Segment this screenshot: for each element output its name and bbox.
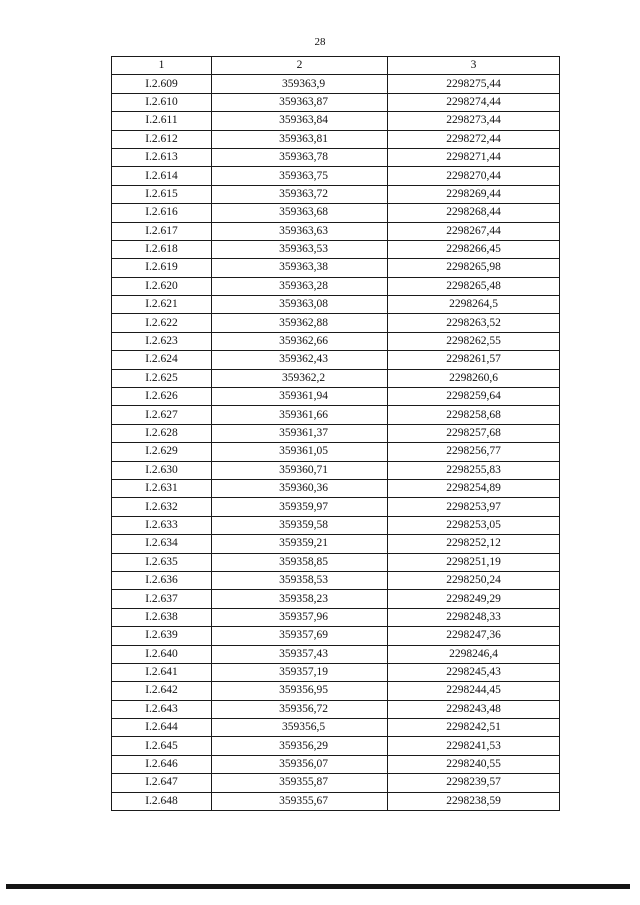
table-row bbox=[112, 608, 560, 626]
x-coordinate-cell: 359359,21 bbox=[212, 535, 388, 553]
point-id-cell: I.2.648 bbox=[112, 792, 212, 810]
x-coordinate-cell: 359357,19 bbox=[212, 663, 388, 681]
y-coordinate-cell: 2298246,4 bbox=[388, 645, 560, 663]
y-coordinate-cell: 2298260,6 bbox=[388, 369, 560, 387]
point-id-cell: I.2.619 bbox=[112, 259, 212, 277]
y-coordinate-cell: 2298268,44 bbox=[388, 204, 560, 222]
y-coordinate-cell: 2298267,44 bbox=[388, 222, 560, 240]
table-row bbox=[112, 424, 560, 442]
y-coordinate-cell: 2298257,68 bbox=[388, 424, 560, 442]
point-id-cell: I.2.627 bbox=[112, 406, 212, 424]
x-coordinate-cell: 359355,87 bbox=[212, 774, 388, 792]
y-coordinate-cell: 2298241,53 bbox=[388, 737, 560, 755]
x-coordinate-cell: 359362,66 bbox=[212, 332, 388, 350]
point-id-cell: I.2.614 bbox=[112, 167, 212, 185]
x-coordinate-cell: 359358,85 bbox=[212, 553, 388, 571]
point-id-cell: I.2.637 bbox=[112, 590, 212, 608]
y-coordinate-cell: 2298263,52 bbox=[388, 314, 560, 332]
y-coordinate-cell: 2298253,97 bbox=[388, 498, 560, 516]
x-coordinate-cell: 359363,9 bbox=[212, 75, 388, 93]
point-id-cell: I.2.641 bbox=[112, 663, 212, 681]
table-row bbox=[112, 443, 560, 461]
x-coordinate-cell: 359362,43 bbox=[212, 351, 388, 369]
table-row bbox=[112, 553, 560, 571]
point-id-cell: I.2.625 bbox=[112, 369, 212, 387]
x-coordinate-cell: 359363,84 bbox=[212, 112, 388, 130]
x-coordinate-cell: 359362,88 bbox=[212, 314, 388, 332]
table-row bbox=[112, 240, 560, 258]
x-coordinate-cell: 359356,95 bbox=[212, 682, 388, 700]
table-row bbox=[112, 388, 560, 406]
x-coordinate-cell: 359356,5 bbox=[212, 719, 388, 737]
table-row bbox=[112, 700, 560, 718]
column-header-2: 2 bbox=[212, 57, 388, 75]
y-coordinate-cell: 2298247,36 bbox=[388, 627, 560, 645]
y-coordinate-cell: 2298243,48 bbox=[388, 700, 560, 718]
x-coordinate-cell: 359363,87 bbox=[212, 93, 388, 111]
point-id-cell: I.2.618 bbox=[112, 240, 212, 258]
x-coordinate-cell: 359363,63 bbox=[212, 222, 388, 240]
x-coordinate-cell: 359361,37 bbox=[212, 424, 388, 442]
y-coordinate-cell: 2298253,05 bbox=[388, 516, 560, 534]
y-coordinate-cell: 2298254,89 bbox=[388, 479, 560, 497]
x-coordinate-cell: 359363,53 bbox=[212, 240, 388, 258]
point-id-cell: I.2.624 bbox=[112, 351, 212, 369]
point-id-cell: I.2.611 bbox=[112, 112, 212, 130]
y-coordinate-cell: 2298265,48 bbox=[388, 277, 560, 295]
table-row bbox=[112, 627, 560, 645]
x-coordinate-cell: 359356,29 bbox=[212, 737, 388, 755]
x-coordinate-cell: 359363,38 bbox=[212, 259, 388, 277]
y-coordinate-cell: 2298251,19 bbox=[388, 553, 560, 571]
y-coordinate-cell: 2298265,98 bbox=[388, 259, 560, 277]
y-coordinate-cell: 2298269,44 bbox=[388, 185, 560, 203]
x-coordinate-cell: 359360,36 bbox=[212, 479, 388, 497]
point-id-cell: I.2.628 bbox=[112, 424, 212, 442]
table-row bbox=[112, 719, 560, 737]
y-coordinate-cell: 2298242,51 bbox=[388, 719, 560, 737]
y-coordinate-cell: 2298262,55 bbox=[388, 332, 560, 350]
x-coordinate-cell: 359363,75 bbox=[212, 167, 388, 185]
table-row bbox=[112, 755, 560, 773]
table-header-row bbox=[112, 57, 560, 75]
x-coordinate-cell: 359356,07 bbox=[212, 755, 388, 773]
table-row bbox=[112, 663, 560, 681]
column-header-3: 3 bbox=[388, 57, 560, 75]
x-coordinate-cell: 359363,28 bbox=[212, 277, 388, 295]
table-row bbox=[112, 112, 560, 130]
y-coordinate-cell: 2298271,44 bbox=[388, 148, 560, 166]
point-id-cell: I.2.633 bbox=[112, 516, 212, 534]
point-id-cell: I.2.622 bbox=[112, 314, 212, 332]
table-body bbox=[112, 75, 560, 811]
coordinates-table bbox=[111, 56, 560, 811]
point-id-cell: I.2.612 bbox=[112, 130, 212, 148]
x-coordinate-cell: 359356,72 bbox=[212, 700, 388, 718]
point-id-cell: I.2.636 bbox=[112, 571, 212, 589]
page-number: 28 bbox=[314, 36, 326, 48]
point-id-cell: I.2.639 bbox=[112, 627, 212, 645]
table-row bbox=[112, 479, 560, 497]
table-row bbox=[112, 130, 560, 148]
table-row bbox=[112, 461, 560, 479]
bottom-rule bbox=[6, 884, 630, 889]
table-row bbox=[112, 222, 560, 240]
table-row bbox=[112, 737, 560, 755]
point-id-cell: I.2.643 bbox=[112, 700, 212, 718]
table-row bbox=[112, 369, 560, 387]
point-id-cell: I.2.620 bbox=[112, 277, 212, 295]
table-row bbox=[112, 185, 560, 203]
point-id-cell: I.2.617 bbox=[112, 222, 212, 240]
table-row bbox=[112, 682, 560, 700]
x-coordinate-cell: 359357,43 bbox=[212, 645, 388, 663]
x-coordinate-cell: 359357,69 bbox=[212, 627, 388, 645]
table-row bbox=[112, 792, 560, 810]
y-coordinate-cell: 2298255,83 bbox=[388, 461, 560, 479]
x-coordinate-cell: 359363,78 bbox=[212, 148, 388, 166]
x-coordinate-cell: 359361,05 bbox=[212, 443, 388, 461]
x-coordinate-cell: 359363,81 bbox=[212, 130, 388, 148]
point-id-cell: I.2.630 bbox=[112, 461, 212, 479]
y-coordinate-cell: 2298244,45 bbox=[388, 682, 560, 700]
point-id-cell: I.2.634 bbox=[112, 535, 212, 553]
y-coordinate-cell: 2298248,33 bbox=[388, 608, 560, 626]
point-id-cell: I.2.616 bbox=[112, 204, 212, 222]
table-row bbox=[112, 296, 560, 314]
x-coordinate-cell: 359363,08 bbox=[212, 296, 388, 314]
point-id-cell: I.2.613 bbox=[112, 148, 212, 166]
x-coordinate-cell: 359362,2 bbox=[212, 369, 388, 387]
table-row bbox=[112, 645, 560, 663]
point-id-cell: I.2.621 bbox=[112, 296, 212, 314]
table-row bbox=[112, 351, 560, 369]
y-coordinate-cell: 2298256,77 bbox=[388, 443, 560, 461]
table-row bbox=[112, 259, 560, 277]
table-row bbox=[112, 590, 560, 608]
x-coordinate-cell: 359355,67 bbox=[212, 792, 388, 810]
point-id-cell: I.2.626 bbox=[112, 388, 212, 406]
x-coordinate-cell: 359361,66 bbox=[212, 406, 388, 424]
y-coordinate-cell: 2298274,44 bbox=[388, 93, 560, 111]
x-coordinate-cell: 359360,71 bbox=[212, 461, 388, 479]
table-row bbox=[112, 167, 560, 185]
y-coordinate-cell: 2298275,44 bbox=[388, 75, 560, 93]
y-coordinate-cell: 2298273,44 bbox=[388, 112, 560, 130]
y-coordinate-cell: 2298252,12 bbox=[388, 535, 560, 553]
table-row bbox=[112, 571, 560, 589]
y-coordinate-cell: 2298266,45 bbox=[388, 240, 560, 258]
table-row bbox=[112, 774, 560, 792]
y-coordinate-cell: 2298245,43 bbox=[388, 663, 560, 681]
y-coordinate-cell: 2298249,29 bbox=[388, 590, 560, 608]
point-id-cell: I.2.647 bbox=[112, 774, 212, 792]
point-id-cell: I.2.644 bbox=[112, 719, 212, 737]
y-coordinate-cell: 2298270,44 bbox=[388, 167, 560, 185]
point-id-cell: I.2.635 bbox=[112, 553, 212, 571]
x-coordinate-cell: 359358,53 bbox=[212, 571, 388, 589]
point-id-cell: I.2.640 bbox=[112, 645, 212, 663]
x-coordinate-cell: 359357,96 bbox=[212, 608, 388, 626]
point-id-cell: I.2.615 bbox=[112, 185, 212, 203]
table-row bbox=[112, 75, 560, 93]
point-id-cell: I.2.609 bbox=[112, 75, 212, 93]
table-row bbox=[112, 535, 560, 553]
x-coordinate-cell: 359361,94 bbox=[212, 388, 388, 406]
point-id-cell: I.2.631 bbox=[112, 479, 212, 497]
y-coordinate-cell: 2298250,24 bbox=[388, 571, 560, 589]
table-row bbox=[112, 148, 560, 166]
point-id-cell: I.2.645 bbox=[112, 737, 212, 755]
y-coordinate-cell: 2298258,68 bbox=[388, 406, 560, 424]
point-id-cell: I.2.642 bbox=[112, 682, 212, 700]
y-coordinate-cell: 2298264,5 bbox=[388, 296, 560, 314]
y-coordinate-cell: 2298239,57 bbox=[388, 774, 560, 792]
table-row bbox=[112, 277, 560, 295]
y-coordinate-cell: 2298240,55 bbox=[388, 755, 560, 773]
table-row bbox=[112, 204, 560, 222]
table-row bbox=[112, 498, 560, 516]
table-row bbox=[112, 314, 560, 332]
table-row bbox=[112, 93, 560, 111]
table-row bbox=[112, 406, 560, 424]
table-row bbox=[112, 332, 560, 350]
x-coordinate-cell: 359359,58 bbox=[212, 516, 388, 534]
y-coordinate-cell: 2298272,44 bbox=[388, 130, 560, 148]
x-coordinate-cell: 359359,97 bbox=[212, 498, 388, 516]
y-coordinate-cell: 2298259,64 bbox=[388, 388, 560, 406]
table-row bbox=[112, 516, 560, 534]
y-coordinate-cell: 2298238,59 bbox=[388, 792, 560, 810]
point-id-cell: I.2.610 bbox=[112, 93, 212, 111]
point-id-cell: I.2.629 bbox=[112, 443, 212, 461]
x-coordinate-cell: 359363,68 bbox=[212, 204, 388, 222]
point-id-cell: I.2.646 bbox=[112, 755, 212, 773]
x-coordinate-cell: 359363,72 bbox=[212, 185, 388, 203]
y-coordinate-cell: 2298261,57 bbox=[388, 351, 560, 369]
point-id-cell: I.2.623 bbox=[112, 332, 212, 350]
point-id-cell: I.2.632 bbox=[112, 498, 212, 516]
column-header-1: 1 bbox=[112, 57, 212, 75]
point-id-cell: I.2.638 bbox=[112, 608, 212, 626]
x-coordinate-cell: 359358,23 bbox=[212, 590, 388, 608]
